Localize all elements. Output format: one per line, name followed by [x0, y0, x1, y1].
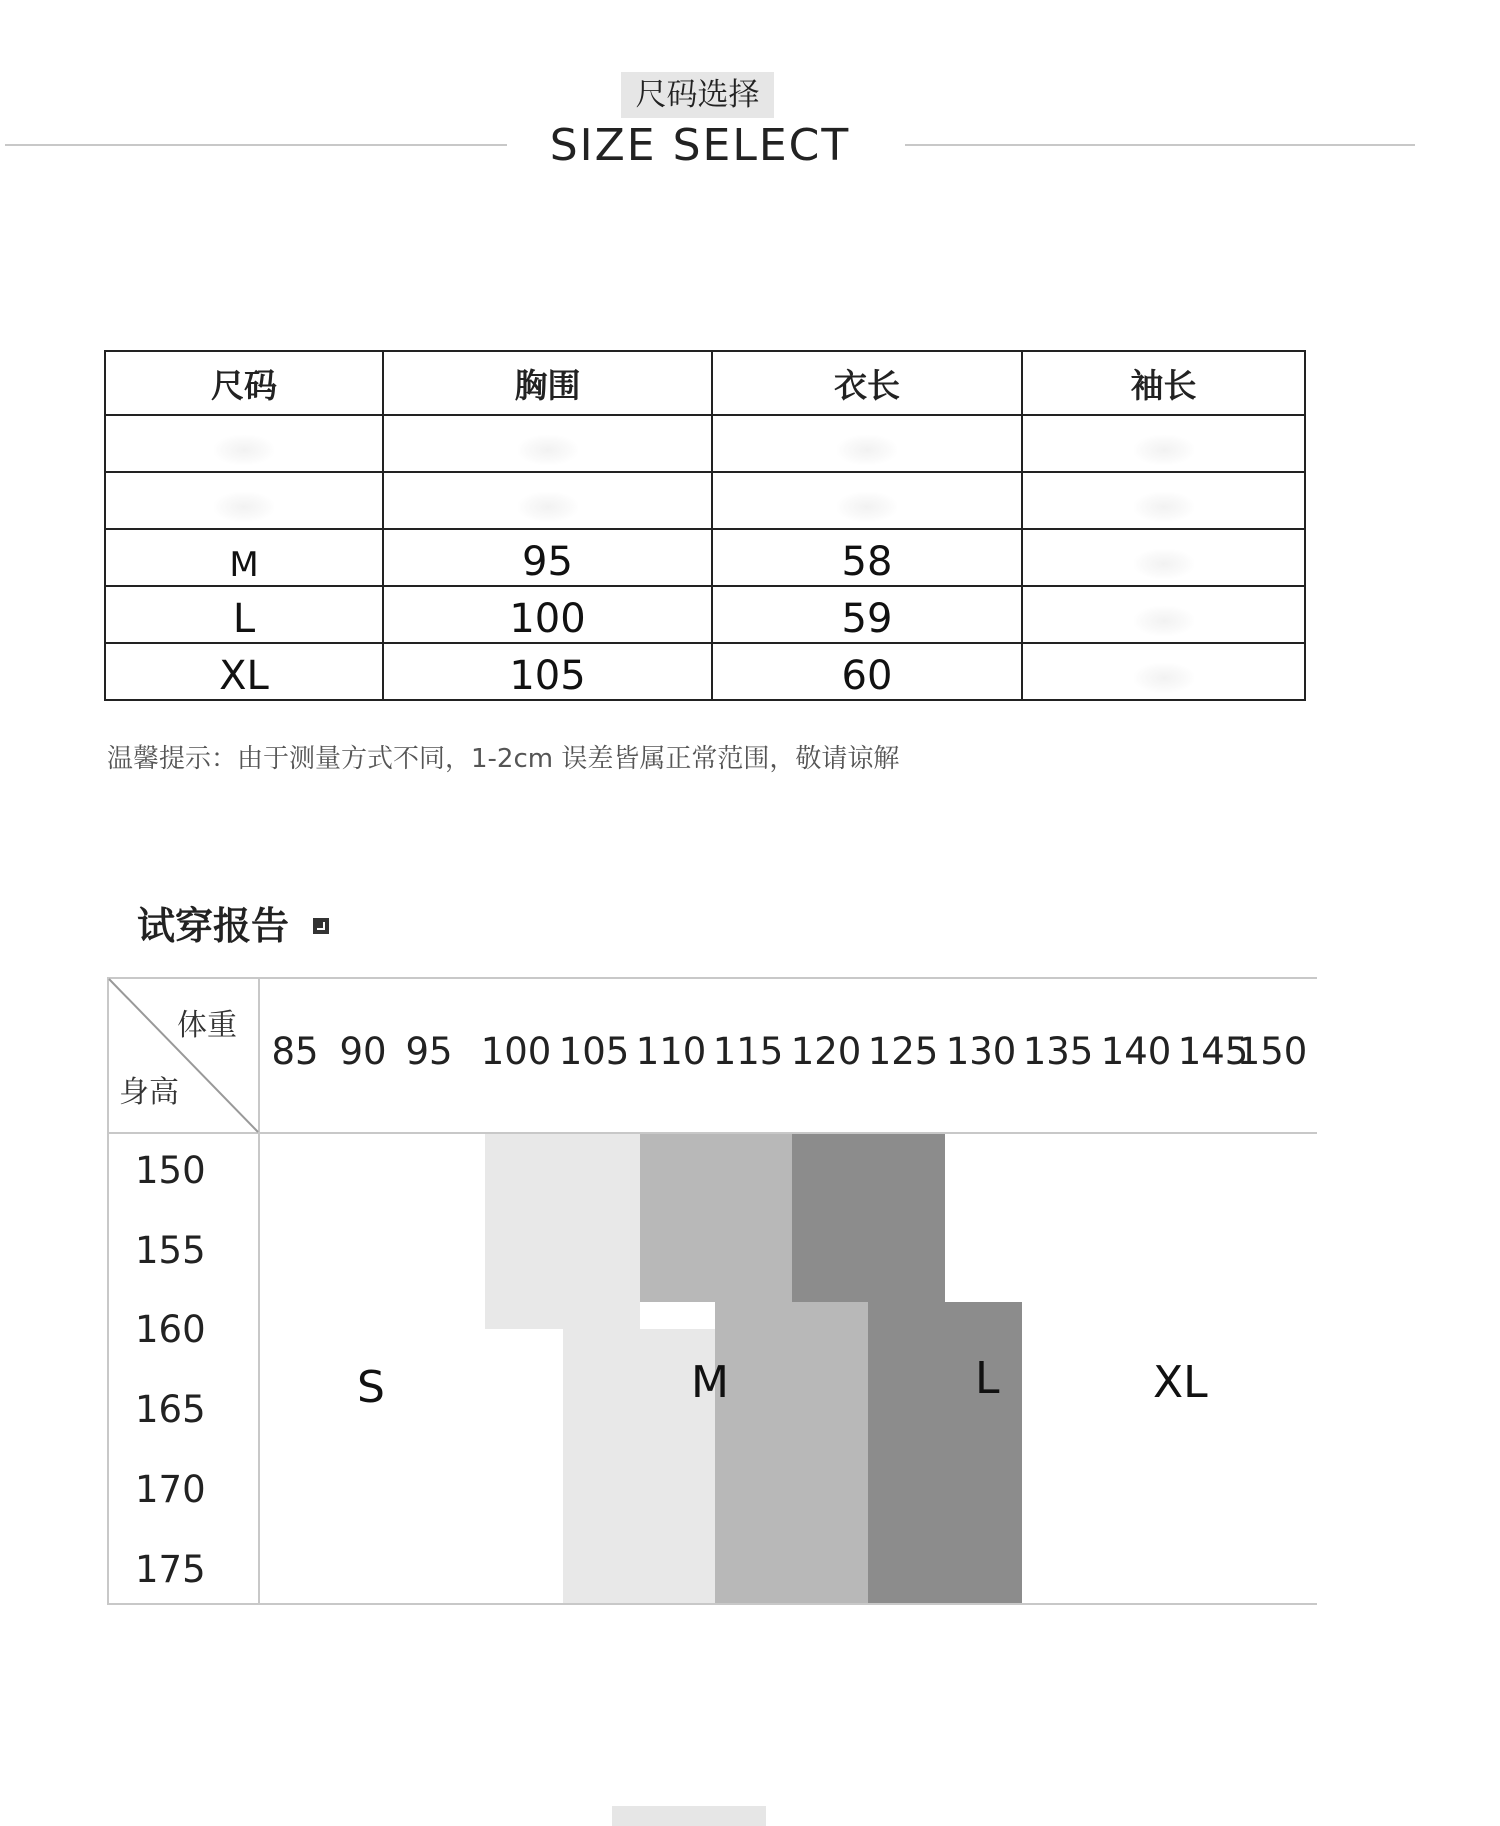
cell-sleeve	[1022, 529, 1305, 586]
blurred-cell	[383, 472, 712, 529]
cell-length: 59	[712, 586, 1022, 643]
cell-sleeve	[1022, 643, 1305, 700]
table-row	[105, 586, 1305, 643]
zone-label-m: M	[691, 1357, 729, 1408]
grid-line-header	[107, 1132, 1317, 1134]
table-row-blurred	[105, 472, 1305, 529]
band-dark-lower	[868, 1302, 1022, 1604]
height-label: 175	[135, 1548, 206, 1591]
blurred-cell	[383, 415, 712, 472]
weight-label: 150	[1236, 1030, 1308, 1073]
weight-label: 130	[945, 1030, 1017, 1073]
size-table	[104, 350, 1306, 701]
weight-label: 95	[405, 1030, 453, 1073]
weight-label: 120	[790, 1030, 862, 1073]
band-light-upper	[485, 1134, 640, 1329]
grid-line-top	[107, 977, 1317, 979]
col-header-size: 尺码	[105, 351, 383, 415]
height-label: 150	[135, 1149, 206, 1192]
blurred-cell	[712, 415, 1022, 472]
band-mid-upper	[640, 1134, 792, 1302]
cell-chest: 105	[383, 643, 712, 700]
fitting-chart	[107, 977, 1317, 1622]
cell-size: M	[105, 529, 383, 586]
height-label: 160	[135, 1308, 206, 1351]
cell-sleeve	[1022, 586, 1305, 643]
weight-label: 100	[480, 1030, 552, 1073]
weight-label: 125	[867, 1030, 939, 1073]
col-header-chest: 胸围	[383, 351, 712, 415]
table-row	[105, 643, 1305, 700]
zone-label-xl: XL	[1153, 1357, 1208, 1408]
report-title: 试穿报告	[137, 904, 290, 948]
zone-label-s: S	[357, 1362, 385, 1413]
band-dark-upper	[792, 1134, 945, 1302]
weight-label: 115	[712, 1030, 784, 1073]
band-mid-lower	[715, 1302, 868, 1604]
weight-label: 145	[1177, 1030, 1249, 1073]
cell-size: L	[105, 586, 383, 643]
table-row	[105, 529, 1305, 586]
blurred-cell	[1022, 472, 1305, 529]
size-table-header-row	[105, 351, 1305, 415]
arrow-box-icon	[313, 918, 329, 934]
grid-line-bottom	[107, 1603, 1317, 1605]
cell-size: XL	[105, 643, 383, 700]
col-header-sleeve: 袖长	[1022, 351, 1305, 415]
cell-length: 58	[712, 529, 1022, 586]
next-section-tag	[612, 1806, 766, 1826]
cell-length: 60	[712, 643, 1022, 700]
height-label: 165	[135, 1388, 206, 1431]
blurred-cell	[712, 472, 1022, 529]
height-label: 155	[135, 1229, 206, 1272]
blurred-cell	[1022, 415, 1305, 472]
cell-chest: 100	[383, 586, 712, 643]
cell-chest: 95	[383, 529, 712, 586]
blurred-cell	[105, 472, 383, 529]
table-row-blurred	[105, 415, 1305, 472]
header-title-cn: 尺码选择	[621, 72, 774, 118]
header-divider-right	[905, 144, 1415, 146]
weight-label: 135	[1022, 1030, 1094, 1073]
weight-label: 110	[635, 1030, 707, 1073]
measurement-note: 温馨提示：由于测量方式不同，1-2cm 误差皆属正常范围，敬请谅解	[107, 744, 900, 774]
header-title-en: SIZE SELECT	[549, 120, 851, 171]
height-axis-label: 身高	[119, 1075, 179, 1110]
weight-axis-label: 体重	[177, 1008, 237, 1043]
blurred-cell	[105, 415, 383, 472]
col-header-length: 衣长	[712, 351, 1022, 415]
weight-label: 85	[271, 1030, 319, 1073]
zone-label-l: L	[975, 1353, 1000, 1404]
weight-label: 90	[339, 1030, 387, 1073]
weight-label: 105	[558, 1030, 630, 1073]
height-label: 170	[135, 1468, 206, 1511]
header-divider-left	[5, 144, 507, 146]
weight-label: 140	[1100, 1030, 1172, 1073]
